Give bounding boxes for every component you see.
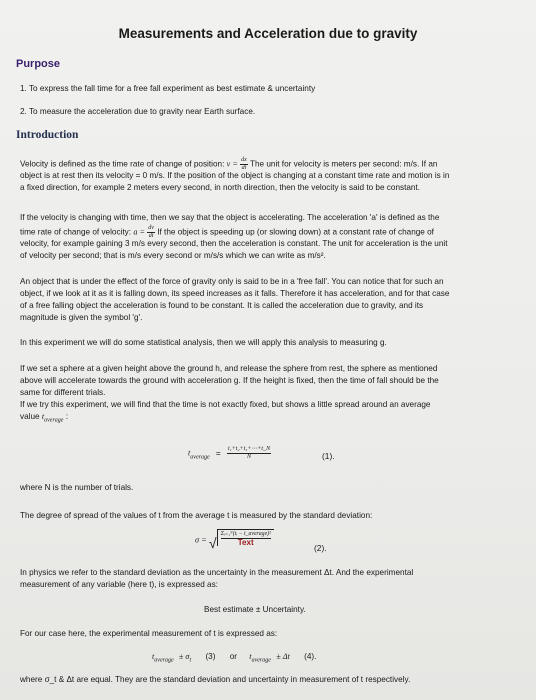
eq1-sub: average bbox=[190, 454, 210, 461]
introduction-heading: Introduction bbox=[16, 129, 79, 141]
spread-text: The degree of spread of the values of t from the average t is measured by the standard deviation: bbox=[20, 511, 373, 520]
para-text: Velocity is defined as the time rate of change of position: bbox=[20, 159, 225, 169]
velocity-equation-lhs: v = bbox=[226, 159, 238, 169]
intro-para3-line: magnitude is given the symbol 'g'. bbox=[20, 313, 143, 322]
equation-2-number: (2). bbox=[314, 543, 327, 553]
intro-para1-line: object is at rest then its velocity = 0 m/s. If the position of the object is changing at a constant time rate and motion is in bbox=[20, 171, 450, 180]
intro-para1-line: a fixed direction, for example 2 meters every second, in north direction, then the velocity is said to be constant. bbox=[20, 183, 421, 192]
intro-para2-line: velocity, for example gaining 3 m/s every second, then the acceleration is constant. The unit for acceleration is the unit bbox=[20, 239, 448, 248]
intro-para5-line: same for different trials. bbox=[20, 388, 106, 397]
page-title: Measurements and Acceleration due to gravity bbox=[118, 26, 418, 41]
equation-1 bbox=[188, 446, 271, 461]
eq3-sub: average bbox=[154, 657, 174, 664]
eq1-equals: = bbox=[215, 448, 221, 458]
physics-line: measurement of any variable (here t), is expressed as: bbox=[20, 580, 218, 589]
para-text: If the object is speeding up (or slowing down) at a constant rate of change of bbox=[157, 227, 434, 237]
para-text: value bbox=[20, 412, 40, 421]
equation-2 bbox=[195, 529, 274, 551]
where-n-text: where N is the number of trials. bbox=[20, 483, 134, 492]
intro-para4: In this experiment we will do some statistical analysis, then we will apply this analysis to measuring g. bbox=[20, 338, 387, 347]
eq3-t: t bbox=[152, 652, 155, 661]
radicand bbox=[217, 529, 274, 546]
tavg-colon: : bbox=[65, 412, 69, 421]
eq1-fraction bbox=[227, 446, 271, 461]
eq4-number: (4). bbox=[304, 652, 317, 661]
eq2-lhs: σ = bbox=[195, 535, 207, 545]
intro-para3-line: of a free falling object the acceleration is found to be constant. It is called the acceleration due to gravity, and its bbox=[20, 301, 424, 310]
eq3-number: (3) bbox=[205, 652, 216, 661]
eq1-t: t bbox=[188, 448, 191, 458]
frac-den: dt bbox=[148, 233, 154, 239]
radicand-numerator: Σᵢ₌₁ᴺ(tᵢ − t_average)² bbox=[220, 531, 271, 537]
eq4-sub: average bbox=[251, 657, 271, 664]
purpose-heading: Purpose bbox=[16, 58, 61, 70]
frac-den: dt bbox=[241, 165, 247, 171]
intro-para2-line: of velocity per second; that is m/s every second or m/s/s which we can write as m/s². bbox=[20, 251, 326, 260]
intro-para5-line bbox=[20, 411, 68, 427]
intro-para5-line: above will accelerate towards the ground with acceleration g. If the height is fixed, then the time of fall should be the bbox=[20, 376, 439, 385]
para-text: The unit for velocity is meters per second: m/s. If an bbox=[249, 159, 438, 169]
intro-para3-line: object, if we look at it as it is falling down, its speed increases as it falls. Therefore it has acceleration, and for that case bbox=[20, 289, 450, 298]
accel-equation-lhs: a = bbox=[133, 227, 145, 237]
intro-para5-line: If we try this experiment, we will find that the time is not exactly fixed, but shows a little spread around an average bbox=[20, 400, 431, 409]
eq4-pm: ± Δt bbox=[276, 652, 290, 661]
final-line: where σ_t & Δt are equal. They are the standard deviation and uncertainty in measurement of t respectively. bbox=[20, 675, 411, 684]
eq3-sub2: t bbox=[189, 657, 192, 664]
frac-num: dx bbox=[241, 157, 247, 163]
sqrt-symbol bbox=[209, 529, 274, 551]
our-case-text: For our case here, the experimental measurement of t is expressed as: bbox=[20, 629, 278, 638]
eq-or: or bbox=[229, 652, 238, 661]
tavg-symbol: t bbox=[41, 412, 45, 421]
intro-para2-line: If the velocity is changing with time, then we say that the object is accelerating. The acceleration 'a' is defined as the bbox=[20, 213, 440, 222]
frac-num: dv bbox=[148, 225, 154, 231]
radical-sign: √ bbox=[208, 534, 217, 551]
para-text: time rate of change of velocity: bbox=[20, 227, 132, 237]
eq3-pm: ± σ bbox=[178, 652, 190, 661]
equations-3-4 bbox=[152, 652, 316, 664]
intro-para5-line: If we set a sphere at a given height above the ground h, and release the sphere from rest, the sphere as mentioned bbox=[20, 364, 438, 373]
purpose-item: 1. To express the fall time for a free fall experiment as best estimate & uncertainty bbox=[20, 84, 316, 93]
physics-line: In physics we refer to the standard deviation as the uncertainty in the measurement Δt. And the experimental bbox=[20, 568, 414, 577]
handwritten-text: Text bbox=[237, 538, 254, 547]
frac-num: t₁+t₂+t₃+⋯+t_N bbox=[227, 446, 271, 452]
intro-para3-line: An object that is under the effect of the force of gravity only is said to be in a 'free fall'. You can notice that for such an bbox=[20, 277, 444, 286]
equation-1-number: (1). bbox=[322, 451, 335, 461]
purpose-item: 2. To measure the acceleration due to gravity near Earth surface. bbox=[20, 107, 256, 116]
best-estimate-text: Best estimate ± Uncertainty. bbox=[204, 605, 306, 614]
eq4-t: t bbox=[249, 652, 252, 661]
frac-den: N bbox=[247, 454, 252, 460]
tavg-subscript: average bbox=[44, 417, 64, 424]
